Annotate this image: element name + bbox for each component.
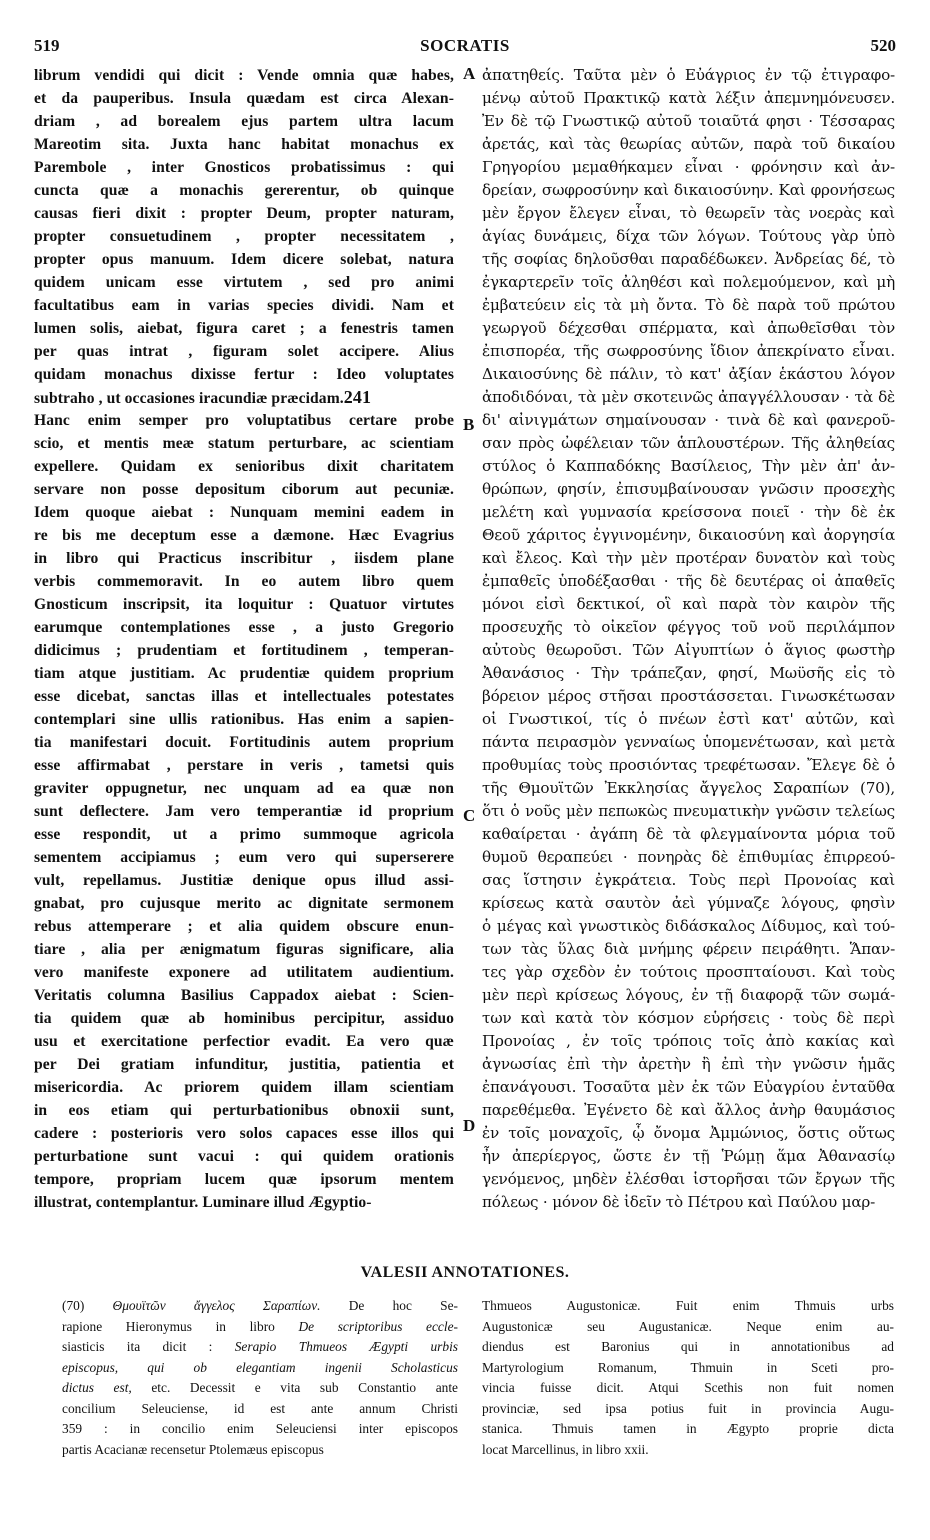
latin-text-line: esse affirmabat , perstare in veris , tametsi quis (34, 757, 454, 774)
latin-text-line: et da pauperibus. Insula quædam est circa Alexan- (34, 90, 454, 107)
latin-text-line: tiare , alia per ænigmatum figuras significare, alia (34, 941, 454, 958)
latin-text-line: esse dicebat, sanctas illas et intellectuales potestates (34, 688, 454, 705)
greek-text-line: πόλεως · μόνον δὲ ἰδεῖν τὸ Πέτρου καὶ Παύλου μαρ- (482, 1193, 876, 1211)
latin-text-line: perturbatione sunt vacui : qui quidem orationis (34, 1148, 454, 1165)
annotation-left-line: episcopus, qui ob elegantiam ingenii Scholasticus (62, 1359, 458, 1375)
greek-text-line: ὅτι ὁ νοῦς μὲν πεπωκὼς πνευματικὴν γνῶσιν τελείως (482, 802, 895, 820)
annotation-right-column (482, 1296, 894, 1460)
annotation-right-line: Thmueos Augustonicæ. Fuit enim Thmuis urbs (482, 1298, 894, 1313)
latin-text-line: verbis commemoravit. In eo autem libro quem (34, 573, 454, 590)
greek-text-line: ἐπισπορέα, τῆς σωφροσύνης ἴδιον ἀπεκρίνατο εἶναι. (482, 342, 895, 360)
greek-text-line: Προνοίας , ἐν τοῖς τρόποις τοῖς ἀπὸ κακίας καὶ (482, 1032, 895, 1050)
latin-text-line: cuncta quæ a monachis gererentur, ob quinque (34, 182, 454, 199)
latin-text-line: tia manifestari docuit. Fortitudinis autem proprium (34, 734, 454, 751)
latin-text-line: gnabat, pro cujusque merito ac dignitate sermonem (34, 895, 454, 912)
latin-text-line: Veritatis columna Basilius Cappadox aiebat : Scien- (34, 987, 454, 1004)
annotation-left-line: partis Acacianæ recensetur Ptolemæus episcopus (62, 1441, 324, 1457)
latin-text-line: driam , ad borealem ejus partem ultra lacum (34, 113, 454, 130)
greek-text-line: οἱ Γνωστικοί, τίς ὁ πνέων ἐστὶ κατ' αὐτῶν, καὶ (482, 710, 895, 728)
annotation-left-line: 359 : in concilio enim Seleuciensi inter episcopos (62, 1421, 458, 1436)
latin-text-line: Hanc enim semper pro voluptatibus certare probe (34, 412, 454, 429)
latin-text-line: quidam monachus dixisse fertur : Ideo voluptates (34, 366, 454, 383)
greek-text-line: παρεθέμεθα. Ἐγένετο δὲ καὶ ἄλλος ἀνὴρ θαυμάσιος (482, 1101, 895, 1119)
greek-text-line: μελέτη καὶ γυμνασία κρείσσονα ποιεῖ · τὴν δὲ ἐκ (482, 503, 895, 521)
annotation-left-line: concilium Seleuciense, id est ante annum Christi (62, 1400, 458, 1416)
greek-text-line: ἀπατηθείς. Ταῦτα μὲν ὁ Εὐάγριος ἐν τῷ ἐτιγραφο- (482, 66, 895, 84)
latin-text-line: scio, et mentis meæ statum perturbare, ac scientiam (34, 435, 454, 452)
greek-text-line: ἐγκαρτερεῖν τοῖς ἀληθέσι καὶ πολεμούμενον, καὶ μὴ (482, 273, 895, 291)
greek-text-line: τῆς σοφίας δηλοῦσθαι παραδέδωκεν. Ἀνδρείας δέ, τὸ (482, 250, 895, 268)
greek-text-line: ἁγίας δυνάμεις, δίχα τῶν λόγων. Τούτους γὰρ ὑπὸ (482, 227, 895, 245)
latin-text-line: Gnosticum inscripsit, ita loquitur : Quatuor virtutes (34, 596, 454, 613)
greek-text-line: στύλος ὁ Καππαδόκης Βασίλειος, Τὴν μὲν ἀπ' ἀν- (482, 457, 895, 475)
latin-text-line: sunt deflectere. Jam vero temperantiæ id proprium (34, 803, 454, 820)
latin-text-line: didicimus ; prudentiam et fortitudinem , temperan- (34, 642, 454, 659)
annotation-right-line: Martyrologium Romanum, Thmuin in Sceti pro- (482, 1359, 894, 1375)
annotation-right-line: stanica. Thmuis tamen in Ægypto proprie dicta (482, 1421, 894, 1436)
greek-text-line: κρίσεως κατὰ σαυτὸν ἀεὶ γύμναζε λόγους, φησὶν (482, 894, 895, 912)
latin-text-line: per quas intrat , figuram solet accipere. Alius (34, 343, 454, 360)
greek-text-line: μὲν περὶ κρίσεως λόγους, ἐν τῇ διαφορᾷ τῶν σωμά- (482, 986, 895, 1004)
greek-text-line: τῆς Θμουϊτῶν Ἐκκλησίας ἄγγελος Σαραπίων (70), (482, 779, 895, 797)
greek-text-line: καθαίρεται · ἀγάπη δὲ τὰ φλεγμαίνοντα μόρια τοῦ (482, 825, 895, 843)
latin-text-line: sementem accipiamus ; eum vero qui superserere (34, 849, 454, 866)
greek-text-line: ἀγνωσίας ἐπὶ τὴν ἀρετὴν ἢ ἐπὶ τὴν γνῶσιν ἡμᾶς (482, 1055, 895, 1073)
latin-text-line: Parembole , inter Gnosticos probatissimus : qui (34, 159, 454, 176)
latin-text-line: quidem unicam esse virtutem , sed pro animi (34, 274, 454, 291)
annotation-left-line: dictus est, etc. Decessit e vita sub Constantio ante (62, 1380, 458, 1395)
greek-text-line: ἀρετάς, καὶ τὰς θεωρίας αὐτῶν, παρὰ τοῦ δικαίου (482, 135, 895, 153)
greek-text-line: ἐπανάγουσι. Τοσαῦτα μὲν ἐκ τῶν Εὐαγρίου ἐνταῦθα (482, 1078, 895, 1096)
running-title: SOCRATIS (420, 36, 510, 55)
latin-text-line: graviter oppugnetur, nec unquam ad ea quæ non (34, 780, 454, 797)
annotation-left-line: rapione Hieronymus in libro De scriptoribus eccle- (62, 1318, 458, 1334)
latin-text-line: tempore, propriam lucem quæ ipsorum mentem (34, 1171, 454, 1188)
margin-letter-c: C (463, 806, 476, 825)
greek-text-line: Ἐν δὲ τῷ Γνωστικῷ αὐτοῦ τοιαῦτά φησι · Τέσσαρας (482, 112, 895, 130)
latin-text-line: misericordia. Ac priorem quidem illam scientiam (34, 1079, 454, 1096)
greek-text-line: μόνοι εἰσὶ δεκτικοί, οἳ καὶ παρὰ τὸν καιρὸν τῆς (482, 595, 895, 613)
latin-text-line: in libro qui Practicus inscribitur , iisdem plane (34, 550, 454, 567)
greek-text-line: καὶ ἔλεος. Καὶ τὴν μὲν προτέραν δυνατὸν καὶ τοὺς (482, 549, 895, 567)
latin-text-line: earumque contemplationes esse , a justo Gregorio (34, 619, 454, 636)
greek-text-line: ἐν τοῖς μοναχοῖς, ᾧ ὄνομα Ἀμμώνιος, ὅστις οὕτως (482, 1124, 895, 1142)
annotation-left-line: (70) Θμουϊτῶν ἄγγελος Σαραπίων. De hoc Se- (62, 1298, 458, 1313)
greek-text-line: βόρειον μέρος στῆσαι προστάσσεται. Γινωσκέτωσαν (482, 687, 895, 705)
greek-text-line: σας ἵστησιν ἐγκράτεια. Τοὺς περὶ Προνοίας καὶ (482, 871, 895, 889)
latin-text-line: propter opus manuum. Idem dicere solebat, natura (34, 251, 454, 268)
greek-text-line: ἐμπαθεῖς ὑποδέξασθαι · τῆς δὲ δευτέρας οἱ ἀπαθεῖς (482, 572, 895, 590)
inline-page-number: 241 (343, 387, 372, 407)
annotation-right-line: vincia fuisse dicit. Atqui Scethis non fuit nomen (482, 1380, 894, 1395)
page-number-left: 519 (34, 36, 60, 55)
greek-text-line: γεωργοῦ δέχεσθαι σπέρματα, καὶ ἀπωθεῖσθαι τὸν (482, 319, 895, 337)
latin-text-line: tia quidem quæ ab hominibus percipitur, assiduo (34, 1010, 454, 1027)
latin-text-line: causas fieri dixit : propter Deum, propter naturam, (34, 205, 454, 222)
latin-text-line: expellere. Quidam ex senioribus dixit charitatem (34, 458, 454, 475)
margin-letter-a: A (463, 64, 476, 83)
annotation-left-column (62, 1296, 458, 1460)
annotation-right-line: diendus est Baronius qui in annotationibus ad (482, 1339, 894, 1354)
greek-text-line: θυμοῦ θεραπεύει · πονηρὰς δὲ ἐπιθυμίας ἐπιρρεού- (482, 848, 895, 866)
latin-text-line: lumen solis, aiebat, figura caret ; a fenestris tamen (34, 320, 454, 337)
latin-text-line: tiam atque justitiam. Ac prudentiæ quidem proprium (34, 665, 454, 682)
greek-text-line: δι' αἰνιγμάτων σημαίνουσαν · τινὰ δὲ καὶ φανεροῦ- (482, 411, 895, 429)
latin-text-line: Mareotim sita. Juxta hanc habitat monachus ex (34, 136, 454, 153)
greek-text-line: γενόμενος, μηδὲν ἐλέσθαι ἱστορῆσαι τῶν ἔργων τῆς (482, 1170, 895, 1188)
greek-text-line: προσευχῆς τὸ οἰκεῖον φέγγος τοῦ νοῦ περιλάμπον (482, 618, 895, 636)
latin-text-line: vero manifeste exponere ad utilitatem audientium. (34, 964, 454, 981)
latin-text-line: in eos etiam qui perturbationibus obnoxii sunt, (34, 1102, 454, 1119)
annotation-left-line: siasticis ita dicit : Serapio Thmueos Ægypti urbis (62, 1339, 458, 1354)
greek-text-line: Ἀθανάσιος · Τὴν τράπεζαν, φησί, Μωϋσῆς εἰς τὸ (482, 664, 895, 682)
annotation-right-line: Augustonicæ seu Augustanicæ. Neque enim au- (482, 1318, 894, 1334)
margin-letter-d: D (463, 1116, 476, 1135)
greek-text-line: τες γὰρ σχεδὸν ἐν τούτοις προσπταίουσι. Καὶ τοὺς (482, 963, 895, 981)
greek-text-line: αὐτοὺς θεωροῦσι. Τῶν Αἰγυπτίων ὁ ἅγιος φωστὴρ (482, 641, 895, 659)
page-number-right: 520 (870, 36, 896, 55)
greek-text-line: Θεοῦ χάριτος ἐγγινομένην, δικαιοσύνη καὶ ἀοργησία (482, 526, 895, 544)
latin-text-line: re bis me deceptum esse a dæmone. Hæc Evagrius (34, 527, 454, 544)
latin-text-line: rebus attemperare ; et alia quidem obscure enun- (34, 918, 454, 935)
greek-text-line: Γρηγορίου μεμαθήκαμεν εἶναι · φρόνησιν καὶ ἀν- (482, 158, 895, 176)
greek-text-line: προθυμίας τοὺς προσιόντας τρεφέτωσαν. Ἔλεγε δὲ ὁ (482, 756, 895, 774)
greek-text-line: θρώπων, φησίν, ἐπισυμβαίνουσαν γνῶσιν προσεχὴς (482, 480, 895, 498)
greek-text-line: ἐμβατεύειν εἰς τὰ μὴ ὄντα. Τὸ δὲ παρὰ τοῦ πρώτου (482, 296, 895, 314)
annotation-right-line: locat Marcellinus, in libro xxii. (482, 1441, 649, 1457)
running-header (34, 36, 896, 60)
annotations-title: VALESII ANNOTATIONES. (360, 1264, 570, 1281)
latin-text-column (34, 64, 454, 1214)
latin-text-line: esse respondit, ut a primo summoque agricola (34, 826, 454, 843)
greek-text-line: ἀποδιδόναι, τὰ μὲν σκοτεινῶς ἀπαγγέλλουσαν · τὰ δὲ (482, 388, 895, 406)
greek-text-line: πάντα πειρασμὸν γενναίως ὑπομενέτωσαν, καὶ μετὰ (482, 733, 895, 751)
greek-text-column (482, 64, 895, 1214)
greek-text-line: των καὶ κατὰ τὸν κόσμον εὑρήσεις · τοὺς δὲ περὶ (482, 1009, 895, 1027)
greek-text-line: δρείαν, σωφροσύνην καὶ δικαιοσύνην. Καὶ φρονήσεως (482, 181, 895, 199)
latin-text-line: facultatibus eam in varias species dividi. Nam et (34, 297, 454, 314)
latin-text-line: servare non posse depositum ciborum aut pecuniæ. (34, 481, 454, 498)
greek-text-line: μένῳ αὐτοῦ Πρακτικῷ κατὰ λέξιν ἀπεμνημόνευσεν. (482, 89, 895, 107)
latin-text-line: vult, repellamus. Justitiæ denique opus illud assi- (34, 872, 454, 889)
latin-text-line: usu et exercitatione perfectior evadit. Ea vero quæ (34, 1033, 454, 1050)
annotation-right-line: provinciæ, sed ipsa potius fuit in provincia Augu- (482, 1400, 894, 1416)
latin-text-line: contemplari sine ullis rationibus. Has enim a sapien- (34, 711, 454, 728)
latin-text-line: cadere : posterioris vero solos capaces esse illos qui (34, 1125, 454, 1142)
latin-text-line: Idem quoque aiebat : Nunquam memini eadem in (34, 504, 454, 521)
greek-text-line: Δικαιοσύνης δὲ πάλιν, τὸ κατ' ἀξίαν ἑκάστου λόγον (482, 365, 895, 383)
latin-text-line: librum vendidi qui dicit : Vende omnia quæ habes, (34, 67, 454, 84)
greek-text-line: μὲν ἔργον ἔλεγεν εἶναι, τὸ θεωρεῖν τὰς νοερὰς καὶ (482, 204, 895, 222)
greek-text-line: των τὰς ὕλας διὰ μνήμης φέρειν πειράθητι. Ἅπαν- (482, 940, 895, 958)
latin-text-line: per Dei gratiam infunditur, justitia, patientia et (34, 1056, 454, 1073)
latin-text-line: propter consuetudinem , propter necessitatem , (34, 228, 454, 245)
margin-letter-b: B (463, 415, 475, 434)
greek-text-line: σαν πρὸς ὠφέλειαν τῶν ἁπλουστέρων. Τῆς ἀληθείας (482, 434, 895, 452)
latin-text-line: illustrat, contemplantur. Luminare illud Ægyptio- (34, 1194, 372, 1211)
greek-text-line: ὁ μέγας καὶ γνωστικὸς διδάσκαλος Δίδυμος, καὶ τού- (482, 917, 895, 935)
greek-text-line: ἦν ἀπερίεργος, ὥστε ἐν τῇ Ῥώμῃ ἅμα Ἀθανασίῳ (482, 1147, 895, 1165)
latin-text-line: subtraho , ut occasiones iracundiæ præcidam.241 (34, 387, 372, 407)
